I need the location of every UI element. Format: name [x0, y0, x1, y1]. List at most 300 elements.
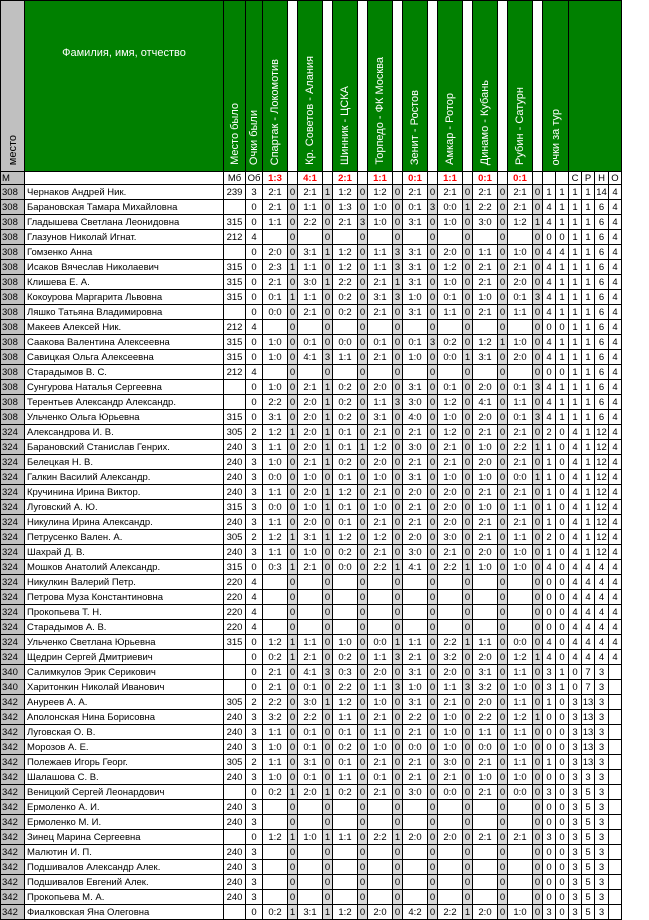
table-cell: 2:0	[473, 455, 498, 470]
table-cell: 2:1	[508, 200, 533, 215]
table-row[interactable]	[1, 215, 622, 230]
table-cell: 1	[533, 470, 543, 485]
table-cell: 12	[596, 546, 607, 558]
header-match-2[interactable]: Кр. Советов - Алания	[298, 1, 323, 172]
table-cell: 0	[533, 305, 543, 320]
table-cell: 12	[596, 516, 607, 528]
table-cell: 1:0	[438, 275, 463, 290]
table-row[interactable]	[1, 530, 622, 545]
table-cell: 4	[595, 635, 609, 650]
table-cell: 0	[556, 890, 569, 905]
table-cell: 3	[463, 680, 473, 695]
table-cell: 2:2	[438, 905, 463, 920]
table-cell: 1	[323, 455, 333, 470]
table-cell: 0	[556, 365, 569, 380]
header-tour-points[interactable]: очки за тур	[543, 1, 569, 172]
table-cell: 0	[358, 590, 368, 605]
table-cell: 4	[543, 335, 556, 350]
table-row[interactable]	[1, 275, 622, 290]
table-row[interactable]	[1, 635, 622, 650]
table-cell	[368, 875, 393, 890]
table-cell: 0	[358, 275, 368, 290]
table-row[interactable]	[1, 200, 622, 215]
table-cell: 0	[323, 650, 333, 665]
table-cell: 1:0	[438, 725, 463, 740]
table-cell: 0	[543, 590, 556, 605]
table-cell: 0	[498, 215, 508, 230]
table-row[interactable]	[1, 455, 622, 470]
table-cell: 0	[543, 365, 556, 380]
table-cell: 0	[428, 365, 438, 380]
table-cell: 240	[224, 770, 246, 785]
table-cell: 0	[543, 620, 556, 635]
table-row[interactable]	[1, 710, 622, 725]
table-cell: 2:1	[403, 770, 428, 785]
table-cell: 1	[582, 515, 595, 530]
table-row[interactable]	[1, 770, 622, 785]
table-cell: 1	[556, 305, 569, 320]
table-cell: 0	[543, 815, 556, 830]
header-was-points[interactable]: Очки были	[246, 1, 263, 172]
subheader-cell	[358, 172, 368, 185]
table-row[interactable]	[1, 905, 622, 920]
table-cell: 0:0	[368, 635, 393, 650]
table-cell: 3	[246, 440, 263, 455]
name-cell: Харитонкин Николай Иванович	[25, 680, 224, 695]
table-cell: 0	[498, 440, 508, 455]
table-row[interactable]	[1, 485, 622, 500]
header-match-1[interactable]: Спартак - Локомотив	[263, 1, 288, 172]
table-cell	[298, 800, 323, 815]
table-row[interactable]	[1, 650, 622, 665]
table-cell: 0	[463, 410, 473, 425]
table-cell: 0	[358, 530, 368, 545]
table-cell	[403, 800, 428, 815]
table-row[interactable]	[1, 830, 622, 845]
table-cell: 3:0	[403, 545, 428, 560]
table-cell: 0	[543, 710, 556, 725]
table-cell: 1	[288, 530, 298, 545]
table-cell	[298, 230, 323, 245]
table-row[interactable]	[1, 605, 622, 620]
table-cell: 0:2	[333, 740, 358, 755]
table-cell	[368, 620, 393, 635]
table-cell: 3	[323, 350, 333, 365]
table-cell: 0	[246, 245, 263, 260]
table-cell: 4	[609, 575, 622, 590]
table-row[interactable]	[1, 845, 622, 860]
table-cell: 0	[428, 845, 438, 860]
table-row[interactable]	[1, 800, 622, 815]
table-row[interactable]	[1, 305, 622, 320]
subheader-cell: 0:1	[403, 172, 428, 185]
table-row[interactable]	[1, 575, 622, 590]
table-cell: 0:1	[403, 200, 428, 215]
table-cell: 0	[428, 410, 438, 425]
table-row[interactable]	[1, 290, 622, 305]
header-was-place[interactable]: Место было	[224, 1, 246, 172]
table-row[interactable]	[1, 560, 622, 575]
table-cell: 0	[393, 380, 403, 395]
table-cell: 3	[246, 725, 263, 740]
table-cell: 0	[246, 290, 263, 305]
table-cell: 12	[596, 501, 607, 513]
table-cell: 1:0	[473, 290, 498, 305]
table-cell: 4	[543, 290, 556, 305]
table-cell: 0	[323, 755, 333, 770]
table-cell	[368, 365, 393, 380]
table-row[interactable]	[1, 545, 622, 560]
table-cell: 2:0	[298, 410, 323, 425]
table-cell: 1:3	[333, 200, 358, 215]
table-cell: 3:0	[403, 785, 428, 800]
table-cell: 4	[609, 380, 622, 395]
table-cell: 0	[569, 665, 582, 680]
table-cell: 0	[543, 605, 556, 620]
table-cell: 5	[582, 890, 595, 905]
table-row[interactable]	[1, 665, 622, 680]
table-cell: 1:1	[263, 725, 288, 740]
header-name[interactable]: Фамилия, имя, отчество	[25, 1, 224, 172]
table-cell: 0:2	[263, 650, 288, 665]
table-cell: 0	[323, 365, 333, 380]
table-cell	[298, 875, 323, 890]
table-cell: 0	[323, 725, 333, 740]
table-cell: 0	[358, 815, 368, 830]
table-cell: 0	[323, 620, 333, 635]
table-cell: 0	[533, 200, 543, 215]
table-cell: 0	[556, 755, 569, 770]
table-cell: 0	[498, 560, 508, 575]
table-row[interactable]	[1, 380, 622, 395]
table-cell: 0	[498, 890, 508, 905]
table-cell: 0	[463, 215, 473, 230]
table-cell: 3	[246, 875, 263, 890]
table-row[interactable]	[1, 815, 622, 830]
name-cell: Подшивалов Александр Алек.	[25, 860, 224, 875]
header-match-4[interactable]: Торпедо - ФК Москва	[368, 1, 393, 172]
table-cell: 220	[224, 575, 246, 590]
table-cell: 1:0	[508, 335, 533, 350]
table-row[interactable]	[1, 185, 622, 200]
table-cell: 4	[609, 395, 622, 410]
table-cell: 0	[288, 665, 298, 680]
subheader-cell	[543, 172, 556, 185]
table-row[interactable]	[1, 515, 622, 530]
table-cell: 0	[498, 470, 508, 485]
table-cell: 0	[323, 215, 333, 230]
table-cell: 3	[569, 800, 582, 815]
table-cell: 4	[543, 380, 556, 395]
table-cell	[403, 815, 428, 830]
table-cell: 0	[543, 890, 556, 905]
table-cell: 0	[556, 545, 569, 560]
table-cell: 4	[569, 455, 582, 470]
table-cell: 0	[498, 485, 508, 500]
table-cell: 212	[224, 230, 246, 245]
table-cell: 0	[288, 755, 298, 770]
table-cell: 0	[288, 245, 298, 260]
table-cell: 3	[595, 695, 609, 710]
table-cell: 0	[556, 500, 569, 515]
table-cell: 0	[463, 395, 473, 410]
table-cell: 0	[323, 200, 333, 215]
table-cell: 1:2	[473, 335, 498, 350]
table-cell: 3:0	[298, 695, 323, 710]
table-cell	[263, 860, 288, 875]
table-row[interactable]	[1, 725, 622, 740]
table-cell: 0	[393, 800, 403, 815]
table-cell: 1:1	[438, 305, 463, 320]
table-cell: 3	[543, 680, 556, 695]
table-cell: 2:1	[403, 515, 428, 530]
table-cell: 0:1	[263, 290, 288, 305]
table-cell	[473, 365, 498, 380]
table-row[interactable]	[1, 365, 622, 380]
table-cell: 12	[596, 426, 607, 438]
table-cell: 2:1	[473, 785, 498, 800]
table-cell: 0	[358, 290, 368, 305]
table-cell: 1:2	[333, 530, 358, 545]
table-row[interactable]	[1, 620, 622, 635]
table-cell: 3	[595, 770, 609, 785]
header-place[interactable]: место	[1, 1, 25, 172]
table-row[interactable]	[1, 470, 622, 485]
table-cell: 0:1	[298, 740, 323, 755]
table-cell: 4	[609, 485, 622, 500]
table-cell: 4	[569, 650, 582, 665]
table-cell: 0	[533, 395, 543, 410]
table-cell: 1:2	[508, 215, 533, 230]
name-cell: Гладышева Светлана Леонидовна	[25, 215, 224, 230]
table-row[interactable]	[1, 425, 622, 440]
table-cell: 1:2	[333, 485, 358, 500]
table-cell: 4	[569, 635, 582, 650]
header-match-8[interactable]: Рубин - Сатурн	[508, 1, 533, 172]
table-row[interactable]	[1, 680, 622, 695]
table-cell: 0	[463, 440, 473, 455]
table-cell: 1	[323, 500, 333, 515]
table-row[interactable]	[1, 410, 622, 425]
table-cell: 1	[582, 425, 595, 440]
header-match-7[interactable]: Динамо - Кубань	[473, 1, 498, 172]
table-row[interactable]	[1, 755, 622, 770]
table-cell: 0	[246, 560, 263, 575]
subheader-cell: 2:1	[333, 172, 358, 185]
table-cell: 0	[288, 620, 298, 635]
table-cell: 0	[428, 710, 438, 725]
table-cell: 0:0	[438, 785, 463, 800]
table-row[interactable]	[1, 230, 622, 245]
table-row[interactable]	[1, 260, 622, 275]
table-cell: 1:1	[368, 680, 393, 695]
table-cell	[609, 815, 622, 830]
table-row[interactable]	[1, 785, 622, 800]
table-cell: 2:1	[368, 515, 393, 530]
table-cell: 0	[393, 665, 403, 680]
table-cell: 4	[595, 620, 609, 635]
table-cell: 0:1	[508, 410, 533, 425]
table-cell: 3:1	[403, 275, 428, 290]
table-cell: 240	[224, 440, 246, 455]
table-cell: 1	[569, 320, 582, 335]
table-cell: 1:2	[263, 635, 288, 650]
table-cell: 4	[569, 605, 582, 620]
table-cell	[333, 605, 358, 620]
name-cell: Зинец Марина Сергеевна	[25, 830, 224, 845]
name-cell: Ульченко Ольга Юрьевна	[25, 410, 224, 425]
table-cell: 0	[393, 845, 403, 860]
table-cell: 0	[323, 680, 333, 695]
table-cell: 0	[498, 545, 508, 560]
table-cell: 1:2	[368, 530, 393, 545]
table-row[interactable]	[1, 875, 622, 890]
table-cell: 3:2	[263, 710, 288, 725]
table-cell: 1	[556, 260, 569, 275]
table-cell: 0	[498, 875, 508, 890]
table-cell: 7	[582, 680, 595, 695]
table-cell: 1:1	[368, 395, 393, 410]
table-cell: 3	[569, 755, 582, 770]
table-cell: 0	[428, 290, 438, 305]
table-cell: 0	[533, 845, 543, 860]
table-cell: 0	[358, 185, 368, 200]
place-cell: 308	[1, 395, 25, 410]
table-cell: 0	[463, 485, 473, 500]
table-cell: 305	[224, 755, 246, 770]
table-cell	[224, 830, 246, 845]
table-cell: 13	[582, 696, 594, 708]
name-cell: Старадымов В. С.	[25, 365, 224, 380]
place-cell: 324	[1, 590, 25, 605]
table-cell: 0:1	[298, 335, 323, 350]
name-cell: Сунгурова Наталья Сергеевна	[25, 380, 224, 395]
table-cell: 0	[393, 725, 403, 740]
table-cell: 0	[358, 740, 368, 755]
table-row[interactable]	[1, 590, 622, 605]
table-cell: 3:1	[298, 245, 323, 260]
table-cell	[609, 800, 622, 815]
table-cell	[224, 650, 246, 665]
table-cell: 1	[288, 905, 298, 920]
table-cell: 0:1	[403, 335, 428, 350]
table-cell: 3	[533, 410, 543, 425]
table-cell: 0	[556, 845, 569, 860]
table-cell: 240	[224, 725, 246, 740]
header-match-6[interactable]: Амкар - Ротор	[438, 1, 463, 172]
table-cell: 1:1	[263, 440, 288, 455]
table-cell: 0	[498, 815, 508, 830]
table-cell: 2:1	[368, 785, 393, 800]
table-cell: 0	[358, 350, 368, 365]
table-row[interactable]	[1, 890, 622, 905]
table-row[interactable]	[1, 740, 622, 755]
place-cell: 340	[1, 680, 25, 695]
table-cell: 0	[533, 185, 543, 200]
table-cell: 4	[246, 575, 263, 590]
header-match-3[interactable]: Шинник - ЦСКА	[333, 1, 358, 172]
subheader-cell	[533, 172, 543, 185]
table-cell: 1	[463, 560, 473, 575]
table-cell: 0	[323, 260, 333, 275]
table-cell	[438, 320, 463, 335]
table-cell: 1:0	[438, 215, 463, 230]
table-cell: 0	[498, 800, 508, 815]
table-cell	[333, 590, 358, 605]
table-cell: 2:1	[438, 440, 463, 455]
table-cell: 2:1	[298, 380, 323, 395]
table-cell: 14	[596, 186, 607, 198]
table-cell	[368, 575, 393, 590]
table-row[interactable]	[1, 860, 622, 875]
table-row[interactable]	[1, 245, 622, 260]
table-cell	[438, 605, 463, 620]
table-cell: 1:0	[508, 905, 533, 920]
table-cell: 0	[246, 350, 263, 365]
table-cell	[298, 365, 323, 380]
table-row[interactable]	[1, 695, 622, 710]
table-row[interactable]	[1, 335, 622, 350]
table-cell: 2:1	[438, 185, 463, 200]
table-cell: 1	[569, 410, 582, 425]
header-row	[1, 1, 622, 172]
table-cell: 0	[543, 725, 556, 740]
table-cell: 1	[569, 350, 582, 365]
table-cell: 315	[224, 560, 246, 575]
table-row[interactable]	[1, 395, 622, 410]
table-cell: 0	[533, 560, 543, 575]
table-row[interactable]	[1, 320, 622, 335]
table-cell: 0	[428, 260, 438, 275]
name-cell: Шахрай Д. В.	[25, 545, 224, 560]
table-row[interactable]	[1, 440, 622, 455]
table-cell: 13	[582, 726, 594, 738]
table-cell: 0	[533, 905, 543, 920]
table-cell: 0	[358, 620, 368, 635]
table-cell: 0	[533, 320, 543, 335]
table-cell: 1:0	[403, 350, 428, 365]
table-cell: 0	[498, 500, 508, 515]
table-cell: 6	[595, 350, 609, 365]
table-cell: 2:2	[473, 200, 498, 215]
table-cell: 0	[556, 470, 569, 485]
table-row[interactable]	[1, 350, 622, 365]
table-cell: 0	[358, 860, 368, 875]
table-cell: 5	[582, 860, 595, 875]
table-cell: 3	[569, 725, 582, 740]
table-cell: 0	[463, 620, 473, 635]
name-cell: Ермоленко М. И.	[25, 815, 224, 830]
table-cell	[368, 230, 393, 245]
table-cell: 0	[358, 710, 368, 725]
table-cell: 0	[428, 725, 438, 740]
subheader-cell: 1:1	[438, 172, 463, 185]
table-cell: 0	[358, 635, 368, 650]
table-cell: 0	[393, 590, 403, 605]
table-cell: 0	[323, 890, 333, 905]
table-cell: 0	[556, 455, 569, 470]
table-cell: 0	[393, 215, 403, 230]
name-cell: Старадымов А. В.	[25, 620, 224, 635]
table-cell: 6	[595, 230, 609, 245]
name-cell: Прокопьева Т. Н.	[25, 605, 224, 620]
table-cell	[403, 845, 428, 860]
table-row[interactable]	[1, 500, 622, 515]
header-match-5[interactable]: Зенит - Ростов	[403, 1, 428, 172]
table-cell	[263, 620, 288, 635]
table-cell	[298, 320, 323, 335]
table-cell: 1:0	[298, 545, 323, 560]
